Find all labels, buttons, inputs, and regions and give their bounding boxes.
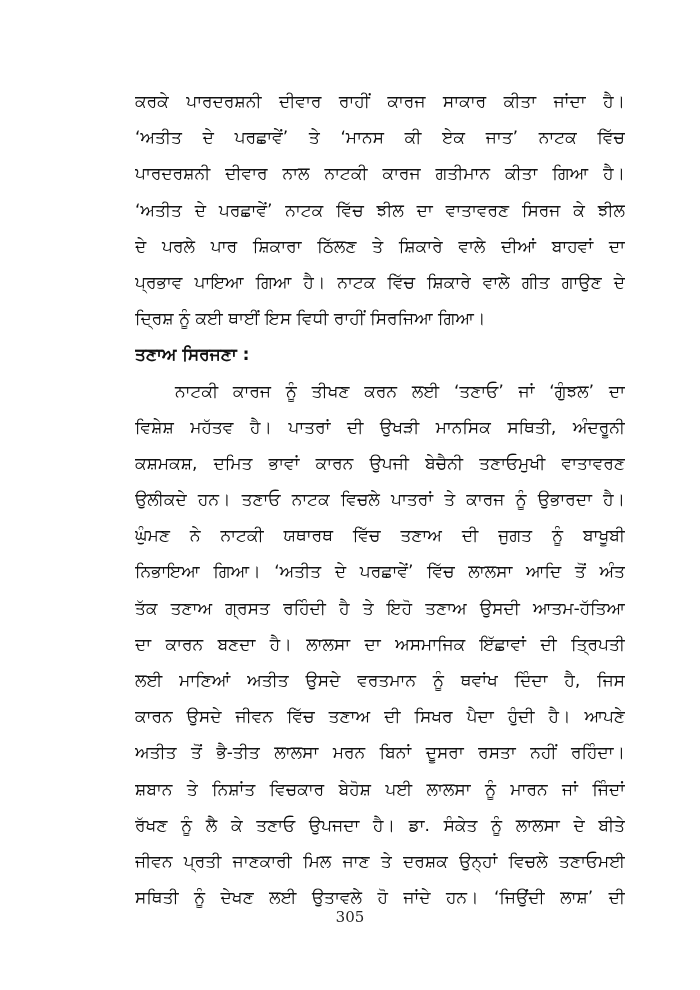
section-heading: ਤਣਾਅ ਸਿਰਜਣਾ : bbox=[135, 345, 250, 366]
text-line: ਨਿਭਾਇਆ ਗਿਆ। ‘ਅਤੀਤ ਦੇ ਪਰਛਾਵੇਂ’ ਵਿੱਚ ਲਾਲਸਾ ਆਦਿ ਤੋਂ ਅੰਤ bbox=[135, 562, 625, 583]
text-line: ਨਾਟਕੀ ਕਾਰਜ ਨੂੰ ਤੀਖਣ ਕਰਨ ਲਈ ‘ਤਣਾਓ’ ਜਾਂ ‘ਗੁੰਝਲ’ ਦਾ bbox=[175, 381, 625, 402]
text-line: ਰੱਖਣ ਨੂੰ ਲੈ ਕੇ ਤਣਾਓ ਉਪਜਦਾ ਹੈ। ਡਾ. ਸੰਕੇਤ ਨੂੰ ਲਾਲਸਾ ਦੇ ਬੀਤੇ bbox=[135, 815, 625, 836]
text-line: ਪਾਰਦਰਸ਼ਨੀ ਦੀਵਾਰ ਨਾਲ ਨਾਟਕੀ ਕਾਰਜ ਗਤੀਮਾਨ ਕੀਤਾ ਗਿਆ ਹੈ। bbox=[135, 164, 625, 185]
text-line: ਕਸ਼ਮਕਸ਼, ਦਮਿਤ ਭਾਵਾਂ ਕਾਰਨ ਉਪਜੀ ਬੇਚੈਨੀ ਤਣਾਓਮੁਖੀ ਵਾਤਾਵਰਣ bbox=[135, 453, 625, 474]
text-line: ਦਾ ਕਾਰਨ ਬਣਦਾ ਹੈ। ਲਾਲਸਾ ਦਾ ਅਸਮਾਜਿਕ ਇੱਛਾਵਾਂ ਦੀ ਤ੍ਰਿਪਤੀ bbox=[135, 634, 625, 655]
text-line: ਸਥਿਤੀ ਨੂੰ ਦੇਖਣ ਲਈ ਉਤਾਵਲੇ ਹੋ ਜਾਂਦੇ ਹਨ। ‘ਜਿਉਂਦੀ ਲਾਸ਼’ ਦੀ bbox=[135, 888, 625, 909]
text-line: ਸ਼ਬਾਨ ਤੇ ਨਿਸ਼ਾਂਤ ਵਿਚਕਾਰ ਬੇਹੋਸ਼ ਪਈ ਲਾਲਸਾ ਨੂੰ ਮਾਰਨ ਜਾਂ ਜਿੰਦਾਂ bbox=[135, 779, 625, 800]
text-line: ਕਰਕੇ ਪਾਰਦਰਸ਼ਨੀ ਦੀਵਾਰ ਰਾਹੀਂ ਕਾਰਜ ਸਾਕਾਰ ਕੀਤਾ ਜਾਂਦਾ ਹੈ। bbox=[135, 92, 625, 112]
text-line: ਅਤੀਤ ਤੋਂ ਭੈ-ਤੀਤ ਲਾਲਸਾ ਮਰਨ ਬਿਨਾਂ ਦੂਸਰਾ ਰਸਤਾ ਨਹੀਂ ਰਹਿੰਦਾ। bbox=[135, 743, 625, 764]
text-line: ‘ਅਤੀਤ ਦੇ ਪਰਛਾਵੇਂ’ ਨਾਟਕ ਵਿੱਚ ਝੀਲ ਦਾ ਵਾਤਾਵਰਣ ਸਿਰਜ ਕੇ ਝੀਲ bbox=[135, 200, 625, 221]
page-number: 305 bbox=[335, 908, 365, 926]
text-line: ਜੀਵਨ ਪ੍ਰਤੀ ਜਾਣਕਾਰੀ ਮਿਲ ਜਾਣ ਤੇ ਦਰਸ਼ਕ ਉਨ੍ਹਾਂ ਵਿਚਲੇ ਤਣਾਓਮਈ bbox=[135, 851, 625, 872]
text-line: ਦੇ ਪਰਲੇ ਪਾਰ ਸ਼ਿਕਾਰਾ ਠਿੱਲਣ ਤੇ ਸ਼ਿਕਾਰੇ ਵਾਲੇ ਦੀਆਂ ਬਾਹਵਾਂ ਦਾ bbox=[135, 236, 625, 257]
paragraph bbox=[135, 374, 625, 917]
text-line: ਘੁੰਮਣ ਨੇ ਨਾਟਕੀ ਯਥਾਰਥ ਵਿੱਚ ਤਣਾਅ ਦੀ ਜੁਗਤ ਨੂੰ ਬਾਖੂਬੀ bbox=[135, 526, 625, 547]
body-text bbox=[135, 84, 625, 916]
text-line: ਤੱਕ ਤਣਾਅ ਗ੍ਰਸਤ ਰਹਿੰਦੀ ਹੈ ਤੇ ਇਹੋ ਤਣਾਅ ਉਸਦੀ ਆਤਮ-ਹੱਤਿਆ bbox=[135, 598, 625, 619]
text-line: ‘ਅਤੀਤ ਦੇ ਪਰਛਾਵੇਂ’ ਤੇ ‘ਮਾਨਸ ਕੀ ਏਕ ਜਾਤ’ ਨਾਟਕ ਵਿੱਚ bbox=[135, 128, 625, 149]
text-line: ਵਿਸ਼ੇਸ਼ ਮਹੱਤਵ ਹੈ। ਪਾਤਰਾਂ ਦੀ ਉਖੜੀ ਮਾਨਸਿਕ ਸਥਿਤੀ, ਅੰਦਰੂਨੀ bbox=[135, 417, 625, 438]
text-line: ਉਲੀਕਦੇ ਹਨ। ਤਣਾਓ ਨਾਟਕ ਵਿਚਲੇ ਪਾਤਰਾਂ ਤੇ ਕਾਰਜ ਨੂੰ ਉਭਾਰਦਾ ਹੈ। bbox=[135, 490, 625, 511]
text-line: ਲਈ ਮਾਣਿਆਂ ਅਤੀਤ ਉਸਦੇ ਵਰਤਮਾਨ ਨੂੰ ਥਵਾਂਖ ਦਿੰਦਾ ਹੈ, ਜਿਸ bbox=[135, 671, 625, 691]
paragraph bbox=[135, 84, 625, 337]
text-line: ਪ੍ਰਭਾਵ ਪਾਇਆ ਗਿਆ ਹੈ। ਨਾਟਕ ਵਿੱਚ ਸ਼ਿਕਾਰੇ ਵਾਲੇ ਗੀਤ ਗਾਉਣ ਦੇ bbox=[135, 272, 625, 293]
text-line: ਕਾਰਨ ਉਸਦੇ ਜੀਵਨ ਵਿੱਚ ਤਣਾਅ ਦੀ ਸਿਖਰ ਪੈਦਾ ਹੁੰਦੀ ਹੈ। ਆਪਣੇ bbox=[135, 707, 625, 728]
text-line: ਦ੍ਰਿਸ਼ ਨੂੰ ਕਈ ਥਾਈਂ ਇਸ ਵਿਧੀ ਰਾਹੀਂ ਸਿਰਜਿਆ ਗਿਆ। bbox=[135, 309, 486, 330]
